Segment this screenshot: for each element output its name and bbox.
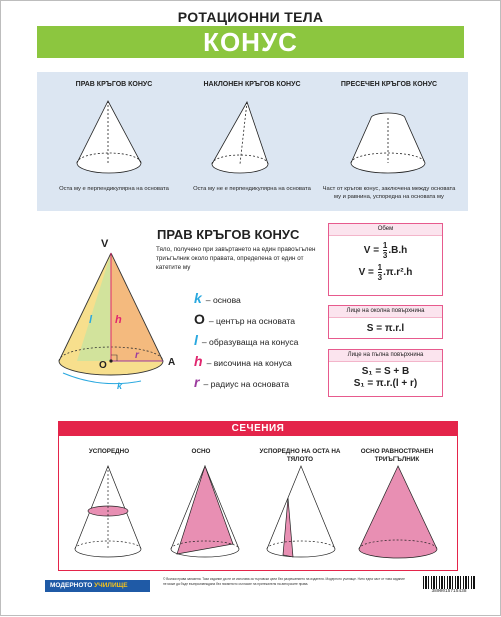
legend-text: – височина на конуса xyxy=(206,358,292,368)
slant-label-l: l xyxy=(89,314,93,326)
section-drawings xyxy=(1,1,501,617)
center-label-o: O xyxy=(99,360,107,371)
page-title: РОТАЦИОННИ ТЕЛА xyxy=(177,9,324,25)
title-banner: КОНУС xyxy=(37,26,464,58)
volume-lhs: V = xyxy=(363,245,380,257)
lateral-area-title: Лице на околна повърхнина xyxy=(329,306,442,318)
fraction-den: 3 xyxy=(382,251,388,260)
legend-symbol: l xyxy=(194,332,198,348)
legend-symbol: k xyxy=(194,290,202,306)
cone-type-title: НАКЛОНЕН КРЪГОВ КОНУС xyxy=(203,81,301,88)
section-label-equilateral: ОСНО РАВНОСТРАНЕН ТРИЪГЪЛНИК xyxy=(360,448,434,463)
main-title: ПРАВ КРЪГОВ КОНУС xyxy=(157,227,300,242)
volume-lhs: V = xyxy=(358,267,374,279)
section-axial-drawing xyxy=(171,466,239,557)
sections-title: СЕЧЕНИЯ xyxy=(59,422,457,436)
fine-print: © Всички права запазени. Тази издание да не се използва за търговски цели без разрешението на издателя. Модерното училище. Нито една част от това издание не може да бъде възпроизвеждана без писменото съгласие на притежателя на авторските права. xyxy=(163,577,405,586)
main-intro: Тяло, получено при завъртането на един правоъгълен триъгълник около правата, определена от един от катетите му xyxy=(156,246,316,271)
volume-rhs: .B.h xyxy=(388,245,408,257)
section-label-axial: ОСНО xyxy=(191,448,211,455)
total-area-formula-1: S₁ = S + B xyxy=(361,366,410,377)
barcode-number: 3800015715438 xyxy=(431,589,467,594)
total-area-formula-2: S₁ = π.r.(l + r) xyxy=(353,378,418,389)
section-equilateral-drawing xyxy=(359,466,437,558)
fraction-num: 1 xyxy=(377,263,383,272)
fraction-den: 3 xyxy=(377,273,383,282)
legend-symbol: O xyxy=(194,311,205,327)
radius-label-r: r xyxy=(135,350,139,361)
cone-type-caption: Оста му е перпендикулярна на основата xyxy=(59,186,169,192)
cone-type-title: ПРАВ КРЪГОВ КОНУС xyxy=(75,81,153,88)
cone-type-title: ПРЕСЕЧЕН КРЪГОВ КОНУС xyxy=(340,81,438,88)
volume-rhs: .π.r².h xyxy=(383,267,413,279)
section-label-parallel-axis: УСПОРЕДНО НА ОСТА НА ТЯЛОТО xyxy=(259,448,341,463)
barcode xyxy=(423,576,475,595)
section-parallel-drawing xyxy=(75,466,141,557)
legend-text: – основа xyxy=(205,295,241,305)
volume-title: Обем xyxy=(329,224,442,236)
total-area-title: Лице на пълна повърхнина xyxy=(329,350,442,362)
footer xyxy=(45,575,475,595)
fraction-num: 1 xyxy=(382,241,388,250)
logo-prefix: МОДЕРНОТО xyxy=(50,582,93,589)
lateral-area-formula: S = π.r.l xyxy=(366,323,405,334)
section-parallel-axis-drawing xyxy=(267,466,335,557)
barcode-bars xyxy=(423,576,475,589)
vertex-label-v: V xyxy=(101,238,109,250)
legend-text: – радиус на основата xyxy=(203,379,290,389)
section-label-parallel: УСПОРЕДНО xyxy=(88,448,130,455)
publisher-logo xyxy=(45,580,150,592)
legend-symbol: r xyxy=(194,374,200,390)
base-label-k: k xyxy=(117,381,123,391)
legend-text: – образуваща на конуса xyxy=(201,337,299,347)
point-label-a: A xyxy=(168,357,176,368)
cone-type-caption: Част от кръгов конус, заключена между основата му и равнина, успоредна на основата му xyxy=(322,186,456,200)
legend-symbol: h xyxy=(194,353,203,369)
logo-suffix: УЧИЛИЩЕ xyxy=(94,582,128,589)
height-label-h: h xyxy=(115,314,122,326)
legend-text: – център на основата xyxy=(208,316,296,326)
cone-type-caption: Оста му не е перпендикулярна на основата xyxy=(193,186,311,192)
